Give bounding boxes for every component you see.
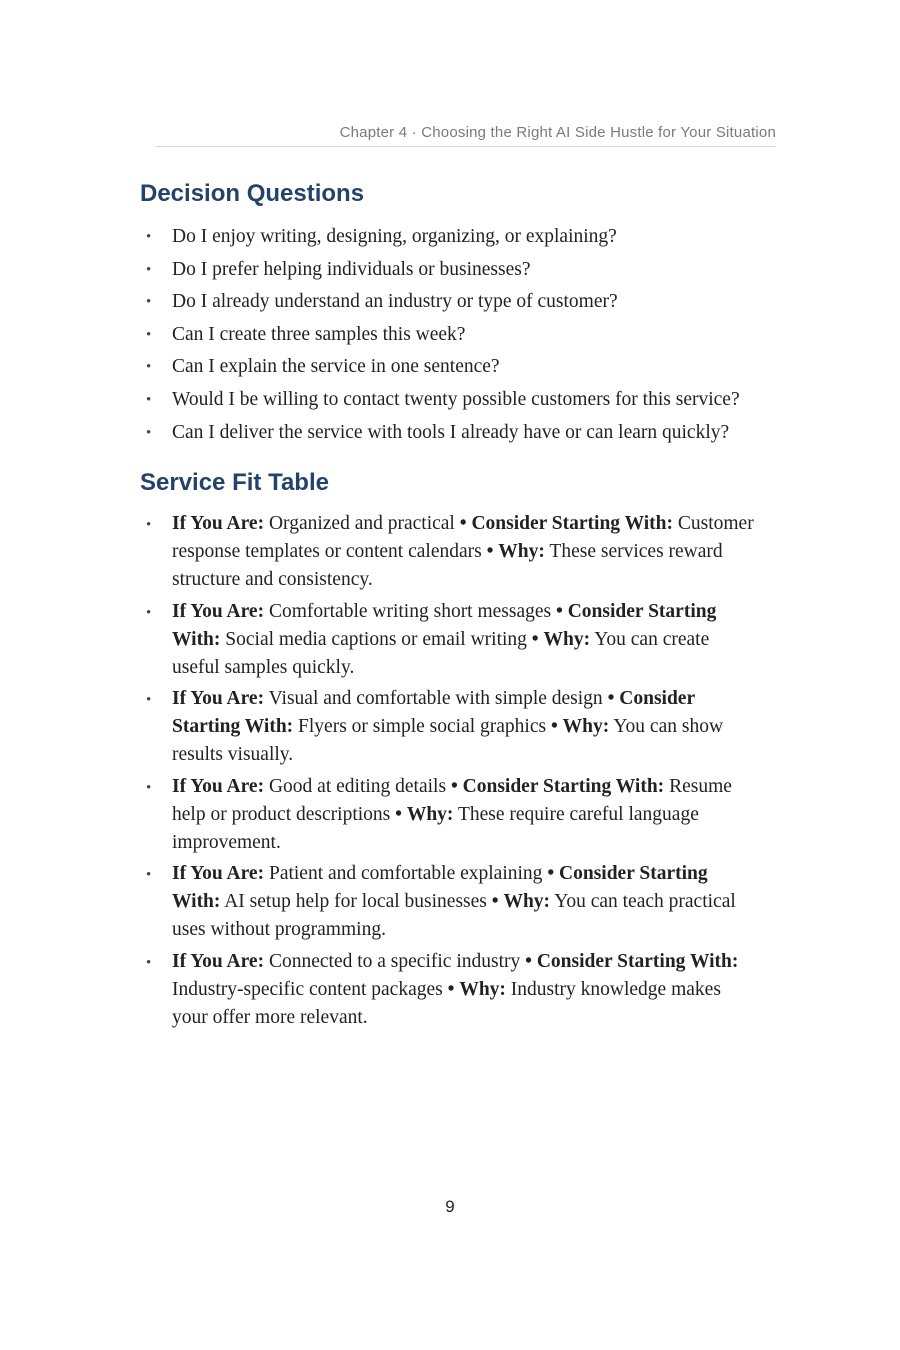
if-you-are-label: If You Are:: [172, 600, 265, 622]
decision-questions-list: [140, 221, 760, 449]
bullet-icon: •: [146, 261, 152, 278]
service-fit-row: [140, 685, 760, 769]
bullet-icon: •: [146, 517, 152, 533]
service-fit-row: [140, 598, 760, 682]
separator: •: [547, 863, 555, 884]
if-you-are-value: Good at editing details: [268, 775, 447, 797]
consider-label: Consider Starting With:: [471, 513, 673, 534]
why-value: These require careful language improvement.: [172, 803, 699, 853]
if-you-are-value: Patient and comfortable explaining: [268, 863, 543, 884]
consider-label: Consider Starting With:: [462, 775, 665, 797]
separator: •: [556, 600, 563, 622]
list-item: [140, 254, 760, 287]
why-value: These services reward structure and consistency.: [172, 541, 723, 590]
bullet-icon: •: [146, 424, 152, 441]
separator: •: [395, 803, 402, 825]
consider-value: Customer response templates or content calendars: [172, 513, 754, 562]
bullet-icon: •: [146, 326, 152, 343]
consider-value: Flyers or simple social graphics: [298, 716, 547, 737]
service-fit-row: [140, 510, 760, 594]
consider-label: Consider Starting With:: [172, 863, 708, 912]
why-label: Why:: [503, 891, 551, 912]
page-number: 9: [445, 1197, 455, 1216]
service-fit-row: [140, 860, 760, 944]
if-you-are-value: Comfortable writing short messages: [268, 600, 552, 622]
why-value: Industry knowledge makes your offer more relevant.: [172, 978, 721, 1028]
separator: •: [531, 628, 539, 650]
list-item: [140, 384, 760, 417]
list-item: [140, 319, 760, 352]
if-you-are-value: Visual and comfortable with simple design: [268, 688, 603, 709]
question-text: Can I explain the service in one sentence?: [172, 356, 500, 378]
separator: •: [491, 891, 499, 912]
why-label: Why:: [459, 978, 506, 1000]
service-fit-heading: Service Fit Table: [140, 469, 329, 496]
separator: •: [525, 950, 532, 972]
consider-label: Consider Starting With:: [172, 688, 695, 737]
question-text: Can I create three samples this week?: [172, 323, 466, 345]
if-you-are-label: If You Are:: [172, 863, 265, 884]
if-you-are-label: If You Are:: [172, 513, 265, 534]
question-text: Would I be willing to contact twenty possible customers for this service?: [172, 388, 740, 410]
bullet-icon: •: [146, 294, 152, 311]
service-fit-list: [140, 510, 760, 1035]
separator: •: [450, 775, 458, 797]
if-you-are-label: If You Are:: [172, 688, 265, 709]
bullet-icon: •: [146, 692, 152, 708]
bullet-icon: •: [146, 391, 152, 408]
bullet-icon: •: [146, 867, 152, 883]
consider-value: Resume help or product descriptions: [172, 775, 732, 825]
separator: •: [607, 688, 615, 709]
bullet-icon: •: [146, 954, 152, 971]
if-you-are-value: Connected to a specific industry: [268, 950, 521, 972]
question-text: Do I already understand an industry or type of customer?: [172, 291, 618, 313]
why-label: Why:: [543, 628, 591, 650]
question-text: Do I enjoy writing, designing, organizing, or explaining?: [172, 226, 617, 247]
consider-value: Social media captions or email writing: [225, 628, 527, 650]
bullet-icon: •: [146, 229, 152, 245]
consider-label: Consider Starting With:: [172, 600, 717, 650]
running-header-title: Chapter 4 · Choosing the Right AI Side Hustle for Your Situation: [339, 124, 776, 141]
why-label: Why:: [406, 803, 454, 825]
question-text: Can I deliver the service with tools I already have or can learn quickly?: [172, 421, 730, 443]
why-value: You can teach practical uses without programming.: [172, 891, 736, 940]
question-text: Do I prefer helping individuals or businesses?: [172, 258, 531, 280]
separator: •: [459, 513, 467, 534]
consider-value: AI setup help for local businesses: [224, 891, 487, 912]
if-you-are-value: Organized and practical: [268, 513, 455, 534]
list-item: [140, 351, 760, 384]
bullet-icon: •: [146, 359, 152, 376]
if-you-are-label: If You Are:: [172, 950, 265, 972]
why-value: You can create useful samples quickly.: [172, 628, 710, 678]
list-item: [140, 417, 760, 450]
consider-value: Industry-specific content packages: [172, 978, 443, 1000]
running-header: [155, 122, 776, 147]
list-item: [140, 221, 760, 254]
separator: •: [447, 978, 455, 1000]
separator: •: [550, 716, 558, 737]
why-label: Why:: [562, 716, 610, 737]
bullet-icon: •: [146, 604, 152, 621]
list-item: [140, 286, 760, 319]
separator: •: [486, 541, 494, 562]
why-label: Why:: [498, 541, 545, 562]
if-you-are-label: If You Are:: [172, 775, 265, 797]
consider-label: Consider Starting With:: [536, 950, 739, 972]
service-fit-row: [140, 773, 760, 857]
why-value: You can show results visually.: [172, 716, 724, 765]
bullet-icon: •: [146, 779, 152, 796]
decision-questions-heading: Decision Questions: [140, 180, 365, 207]
service-fit-row: [140, 948, 760, 1032]
